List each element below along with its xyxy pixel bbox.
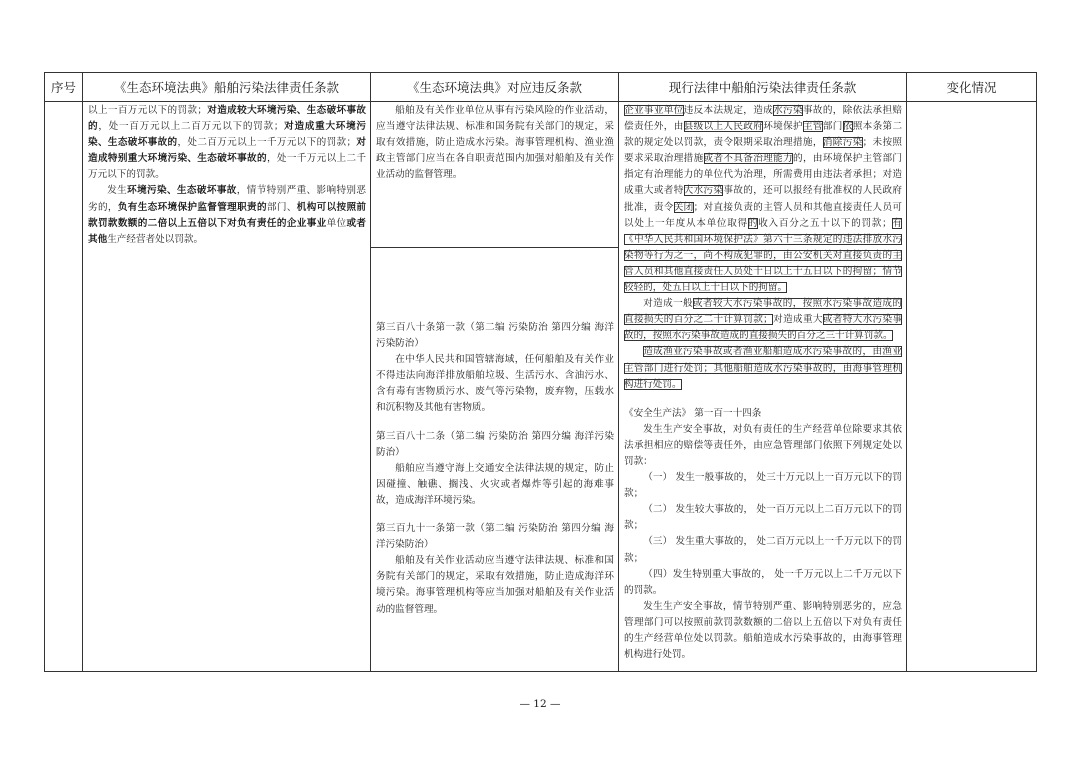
header-current-law-clause: 现行法律中船舶污染法律责任条款: [619, 73, 907, 102]
page-number: — 12 —: [519, 698, 561, 710]
water-law-para-2: 对造成一般或者较大水污染事故的，按照水污染事故造成的直接损失的百分之二十计算罚款；对造成重大或者特大水污染事故的，按照水污染事故造成的直接损失的百分之三十计算罚款。: [624, 298, 903, 342]
code-liability-para-1: 以上一百万元以下的罚款；对造成较大环境污染、生态破坏事故的，处一百万元以上二百万元以下的罚款；对造成重大环境污染、生态破坏事故的，处二百万元以上一千万元以下的罚款；对造成特别重大环境污染、生态破坏事故的，处一千万元以上二千万元以下的罚款。: [88, 105, 367, 181]
current-law-cell: [619, 102, 907, 672]
header-change-status: 变化情况: [907, 73, 1037, 102]
safety-law-item-2: （二） 发生较大事故的， 处一百万元以上二百万元以下的罚款；: [624, 504, 902, 532]
code-liability-cell: [83, 102, 371, 672]
safety-law-item-3: （三） 发生重大事故的， 处二百万元以上一千万元以下的罚款；: [624, 536, 902, 564]
article-391-body: 船舶及有关作业活动应当遵守法律法规、标准和国务院有关部门的规定，采取有效措施，防止造成海洋环境污染。海事管理机构等应当加强对船舶及有关作业活动的监督管理。: [376, 555, 614, 615]
safety-law-last: 发生生产安全事故，情节特别严重、影响特别恶劣的，应急管理部门可以按照前款罚款数额的二倍以上五倍以下对负有责任的生产经营单位处以罚款。船舶造成水污染事故的，由海事管理机构进行处罚。: [624, 600, 902, 661]
article-382-body: 船舶应当遵守海上交通安全法律法规的规定，防止因碰撞、触礁、搁浅、火灾或者爆炸等引起的海难事故，造成海洋环境污染。: [376, 462, 614, 506]
table-row: [45, 102, 1037, 248]
code-liability-text: [83, 102, 370, 248]
article-382-title: 第三百八十二条（第二编 污染防治 第四分编 海洋污染防治）: [376, 430, 614, 458]
serial-number-cell: [45, 102, 83, 672]
safety-law-text: [619, 405, 906, 664]
comparison-table: [44, 72, 1037, 672]
safety-law-item-4: （四）发生特别重大事故的， 处一千万元以上二千万元以下的罚款。: [624, 568, 902, 596]
header-serial-number: 序号: [45, 73, 83, 102]
article-391-title: 第三百九十一条第一款（第二编 污染防治 第四分编 海洋污染防治）: [376, 523, 614, 551]
safety-law-intro: 发生生产安全事故，对负有责任的生产经营单位除要求其依法承担相应的赔偿等责任外，由应急管理部门依照下列规定处以罚款：: [624, 423, 902, 467]
code-liability-para-2: 发生环境污染、生态破坏事故，情节特别严重、影响特别恶劣的，负有生态环境保护监督管理职责的部门、机构可以按照前款罚款数额的二倍以上五倍以下对负有责任的企业事业单位或者其他生产经营者处以罚款。: [88, 185, 367, 245]
article-380-title: 第三百八十条第一款（第二编 污染防治 第四分编 海洋污染防治）: [376, 322, 614, 350]
change-status-cell: [907, 102, 1037, 672]
water-law-para-3: 造成渔业污染事故或者渔业船舶造成水污染事故的，由渔业主管部门进行处罚；其他船舶造成水污染事故的，由海事管理机构进行处罚。: [624, 346, 902, 390]
code-violated-lower-text: [371, 248, 618, 618]
water-pollution-law-text: [619, 102, 906, 393]
water-law-para-1: 企业事业单位违反本法规定，造成水污染事故的，除依法承担赔偿责任外，由县级以上人民政府环境保护主管部门依照本条第二款的规定处以罚款，责令限期采取治理措施，消除污染；未按照要求采取治理措施或者不具备治理能力的，由环境保护主管部门指定有治理能力的单位代为治理，所需费用由违法者承担；对造成重大或者特大水污染事故的，还可以报经有批准权的人民政府批准，责令关闭；对直接负责的主管人员和其他直接责任人员可以处上一年度从本单位取得的收入百分之五十以下的罚款；有《中华人民共和国环境保护法》第六十三条规定的违法排放水污染物等行为之一，尚不构成犯罪的，由公安机关对直接负责的主管人员和其他直接责任人员处十日以上十五日以下的拘留；情节较轻的，处五日以上十日以下的拘留。: [624, 105, 903, 294]
code-violated-top-text: 船舶及有关作业单位从事有污染风险的作业活动，应当遵守法律法规、标准和国务院有关部门的规定，采取有效措施，防止造成水污染。海事管理机构、渔业渔政主管部门应当在各自职责范围内加强对船舶及有关作业活动的监督管理。: [376, 105, 614, 181]
header-code-violated-clause: 《生态环境法典》对应违反条款: [371, 73, 619, 102]
code-violated-lower-cell: [371, 248, 619, 672]
table-header-row: [45, 73, 1037, 102]
safety-law-item-1: （一） 发生一般事故的， 处三十万元以上一百万元以下的罚款；: [624, 472, 902, 500]
safety-law-title: 《安全生产法》 第一百一十四条: [624, 407, 762, 419]
header-code-liability-clause: 《生态环境法典》船舶污染法律责任条款: [83, 73, 371, 102]
article-380-body: 在中华人民共和国管辖海域，任何船舶及有关作业不得违法向海洋排放船舶垃圾、生活污水、含油污水、含有毒有害物质污水、废气等污染物，废弃物，压载水和沉积物及其他有害物质。: [376, 354, 614, 414]
code-violated-top-cell: [371, 102, 619, 248]
